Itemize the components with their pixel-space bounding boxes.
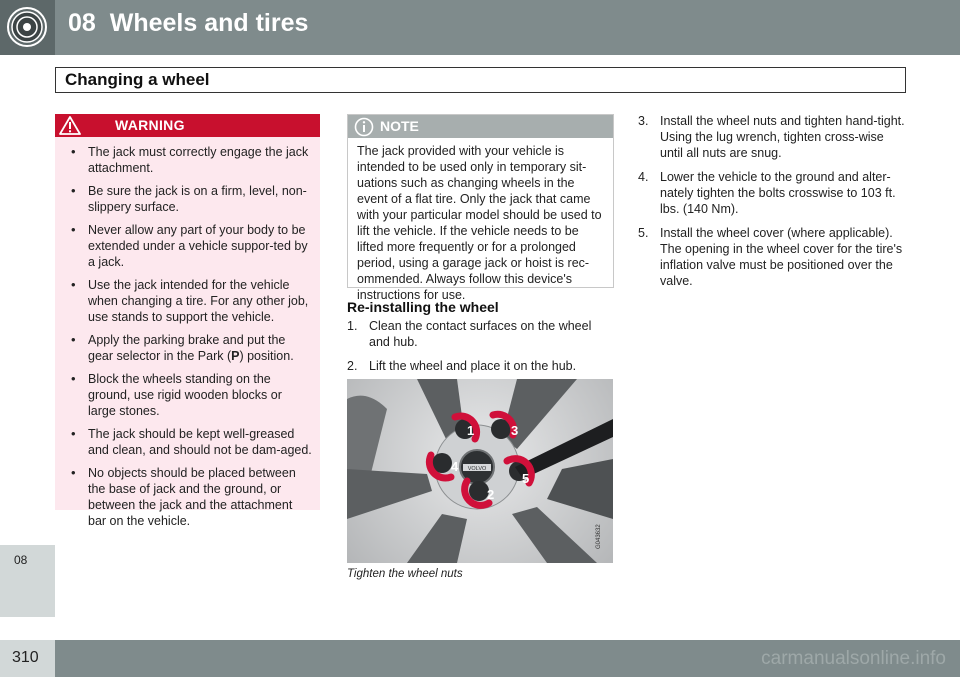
steps-list-part2 (638, 113, 910, 297)
warning-item: • Block the wheels standing on the ground, use rigid wooden blocks or large stones. (69, 371, 312, 419)
page-number: 310 (12, 649, 39, 666)
warning-bar (55, 114, 320, 137)
nut-number: 4 (451, 459, 459, 474)
note-bar (348, 115, 613, 138)
step-item: 3. Install the wheel nuts and tighten hand-tight. Using the lug wrench, tighten cross-wise until all nuts are snug. (638, 114, 905, 160)
page-number-box (0, 640, 55, 677)
nut-number: 3 (511, 423, 519, 438)
warning-item: • No objects should be placed between the base of jack and the ground, or between the jack and the attachment bar on the vehicle. (69, 465, 312, 529)
nut-number: 2 (487, 487, 495, 502)
step-item: 5. Install the wheel cover (where applicable). The opening in the wheel cover for the tire's inflation valve must be positioned over the valve. (638, 226, 903, 288)
warning-triangle-icon (58, 115, 82, 136)
section-header-title: Changing a wheel (65, 70, 210, 89)
warning-label: WARNING (115, 117, 185, 133)
wheel-icon (0, 0, 55, 55)
warning-list (55, 137, 320, 529)
warning-item: • The jack must correctly engage the jack attachment. (69, 144, 312, 176)
sidebar-strip (0, 55, 55, 545)
warning-item: • Be sure the jack is on a firm, level, non-slippery surface. (69, 183, 312, 215)
chapter-number: 08 (68, 9, 96, 37)
note-text: The jack provided with your vehicle is intended to be used only in temporary sit-uations such as changing wheels in the event of a flat tire. Only the jack that came with your particular model should be used to lift the vehicle. If the vehicle needs to be lifted more frequently or for a prolonged period, using a garage jack or hoist is rec-ommended. Always follow this device's instructions for use. (357, 144, 602, 302)
chapter-tab-label: 08 (14, 553, 28, 567)
figure-code: G043632 (596, 524, 602, 549)
warning-item: • The jack should be kept well-greased and clean, and should not be dam-aged. (69, 426, 312, 458)
step-item: 1. Clean the contact surfaces on the wheel and hub. (347, 319, 592, 349)
note-label: NOTE (380, 118, 419, 134)
chapter-name: Wheels and tires (109, 9, 309, 37)
section-header (55, 67, 906, 93)
info-icon (354, 117, 374, 137)
figure-caption: Tighten the wheel nuts (347, 568, 463, 580)
chapter-tab[interactable] (0, 545, 55, 617)
watermark: carmanualsonline.info (761, 648, 946, 669)
step-item: 2. Lift the wheel and place it on the hub. (347, 359, 577, 373)
warning-item: • Apply the parking brake and put the gear selector in the Park (P) position. (69, 332, 312, 364)
chapter-title (68, 9, 308, 38)
steps-list-part1 (347, 318, 609, 382)
nut-number: 5 (522, 471, 530, 486)
nut-number: 1 (467, 423, 475, 438)
chapter-header (0, 0, 960, 55)
warning-item: • Use the jack intended for the vehicle when changing a tire. For any other job, use stands to support the vehicle. (69, 277, 312, 325)
wheel-nuts-figure (347, 379, 613, 563)
note-box (347, 114, 614, 302)
step-item: 4. Lower the vehicle to the ground and alter-nately tighten the bolts crosswise to 103 ft. lbs. (140 Nm). (638, 170, 896, 216)
reinstall-heading: Re-installing the wheel (347, 299, 499, 315)
hub-brand: VOLVO (467, 466, 487, 472)
page-footer (0, 640, 960, 677)
warning-box (55, 114, 320, 528)
warning-item: • Never allow any part of your body to be extended under a vehicle suppor-ted by a jack. (69, 222, 312, 270)
